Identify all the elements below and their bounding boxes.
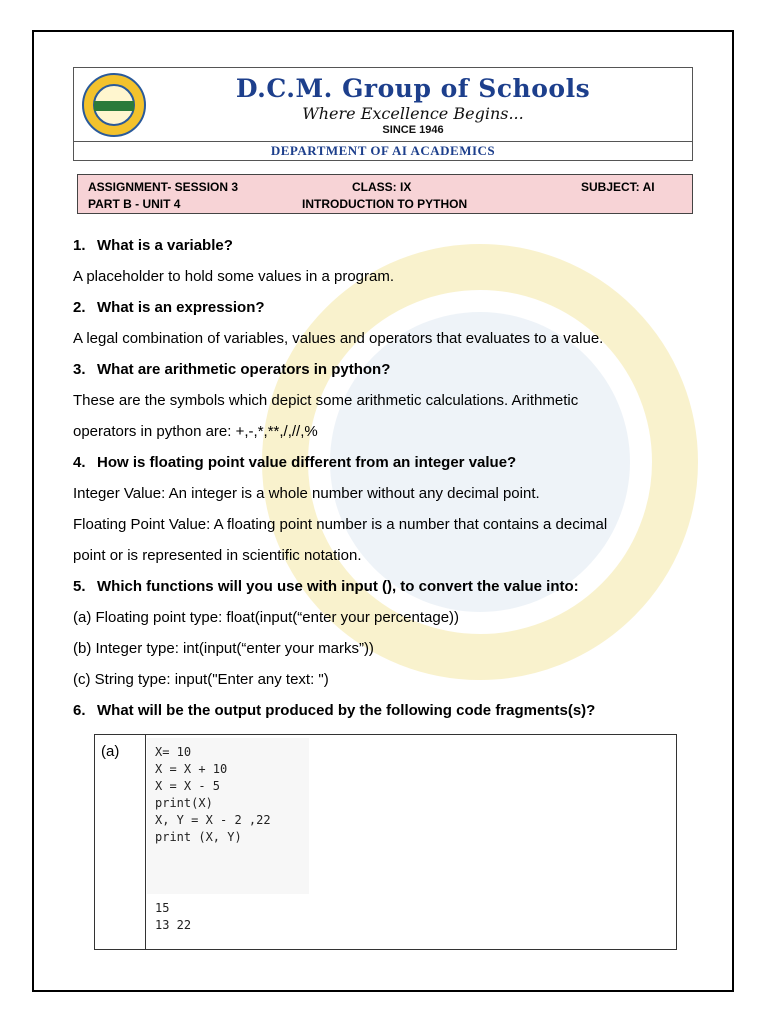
question-6: 6. What will be the output produced by the following code fragments(s)?	[73, 702, 596, 719]
topic-title: INTRODUCTION TO PYTHON	[302, 197, 468, 211]
assignment-session: ASSIGNMENT- SESSION 3	[88, 180, 239, 194]
answer-4-line-2: Floating Point Value: A floating point number is a number that contains a decimal	[73, 516, 608, 533]
answer-5-line-2: (b) Integer type: int(input(“enter your marks”))	[73, 640, 374, 657]
answer-5-line-1: (a) Floating point type: float(input(“enter your percentage))	[73, 609, 460, 626]
question-5: 5. Which functions will you use with input (), to convert the value into:	[73, 578, 579, 595]
question-3: 3. What are arithmetic operators in python?	[73, 361, 391, 378]
qa-content	[73, 230, 703, 726]
answer-3-line-1: These are the symbols which depict some arithmetic calculations. Arithmetic	[73, 392, 579, 409]
code-line-2: X = X + 10	[155, 762, 228, 776]
assignment-info-box	[77, 174, 693, 214]
answer-5-line-3: (c) String type: input("Enter any text: ")	[73, 671, 329, 688]
part-unit: PART B - UNIT 4	[88, 197, 181, 211]
output-line-2: 13 22	[155, 918, 192, 932]
class-label: CLASS: IX	[352, 180, 412, 194]
school-since: SINCE 1946	[382, 124, 444, 136]
question-1: 1. What is a variable?	[73, 237, 233, 254]
code-line-6: print (X, Y)	[155, 830, 242, 844]
answer-1: A placeholder to hold some values in a program.	[73, 268, 395, 285]
school-header	[73, 67, 693, 161]
code-line-1: X= 10	[155, 745, 192, 759]
answer-4-line-1: Integer Value: An integer is a whole number without any decimal point.	[73, 485, 540, 502]
department-title: DEPARTMENT OF AI ACADEMICS	[270, 143, 496, 158]
answer-2: A legal combination of variables, values and operators that evaluates to a value.	[73, 330, 604, 347]
question-4: 4. How is floating point value different from an integer value?	[73, 454, 517, 471]
code-line-3: X = X - 5	[155, 779, 221, 793]
answer-4-line-3: point or is represented in scientific notation.	[73, 547, 362, 564]
code-table	[94, 734, 677, 950]
code-label: (a)	[95, 735, 146, 949]
header-top	[74, 68, 692, 142]
subject-label: SUBJECT: AI	[581, 180, 655, 194]
code-line-5: X, Y = X - 2 ,22	[155, 813, 271, 827]
code-line-4: print(X)	[155, 796, 213, 810]
question-2: 2. What is an expression?	[73, 299, 265, 316]
school-name: D.C.M. Group of Schools	[235, 74, 591, 103]
output-line-1: 15	[155, 901, 170, 915]
answer-3-line-2: operators in python are: +,-,*,**,/,//,%	[73, 423, 318, 440]
school-tagline: Where Excellence Begins...	[302, 104, 524, 123]
